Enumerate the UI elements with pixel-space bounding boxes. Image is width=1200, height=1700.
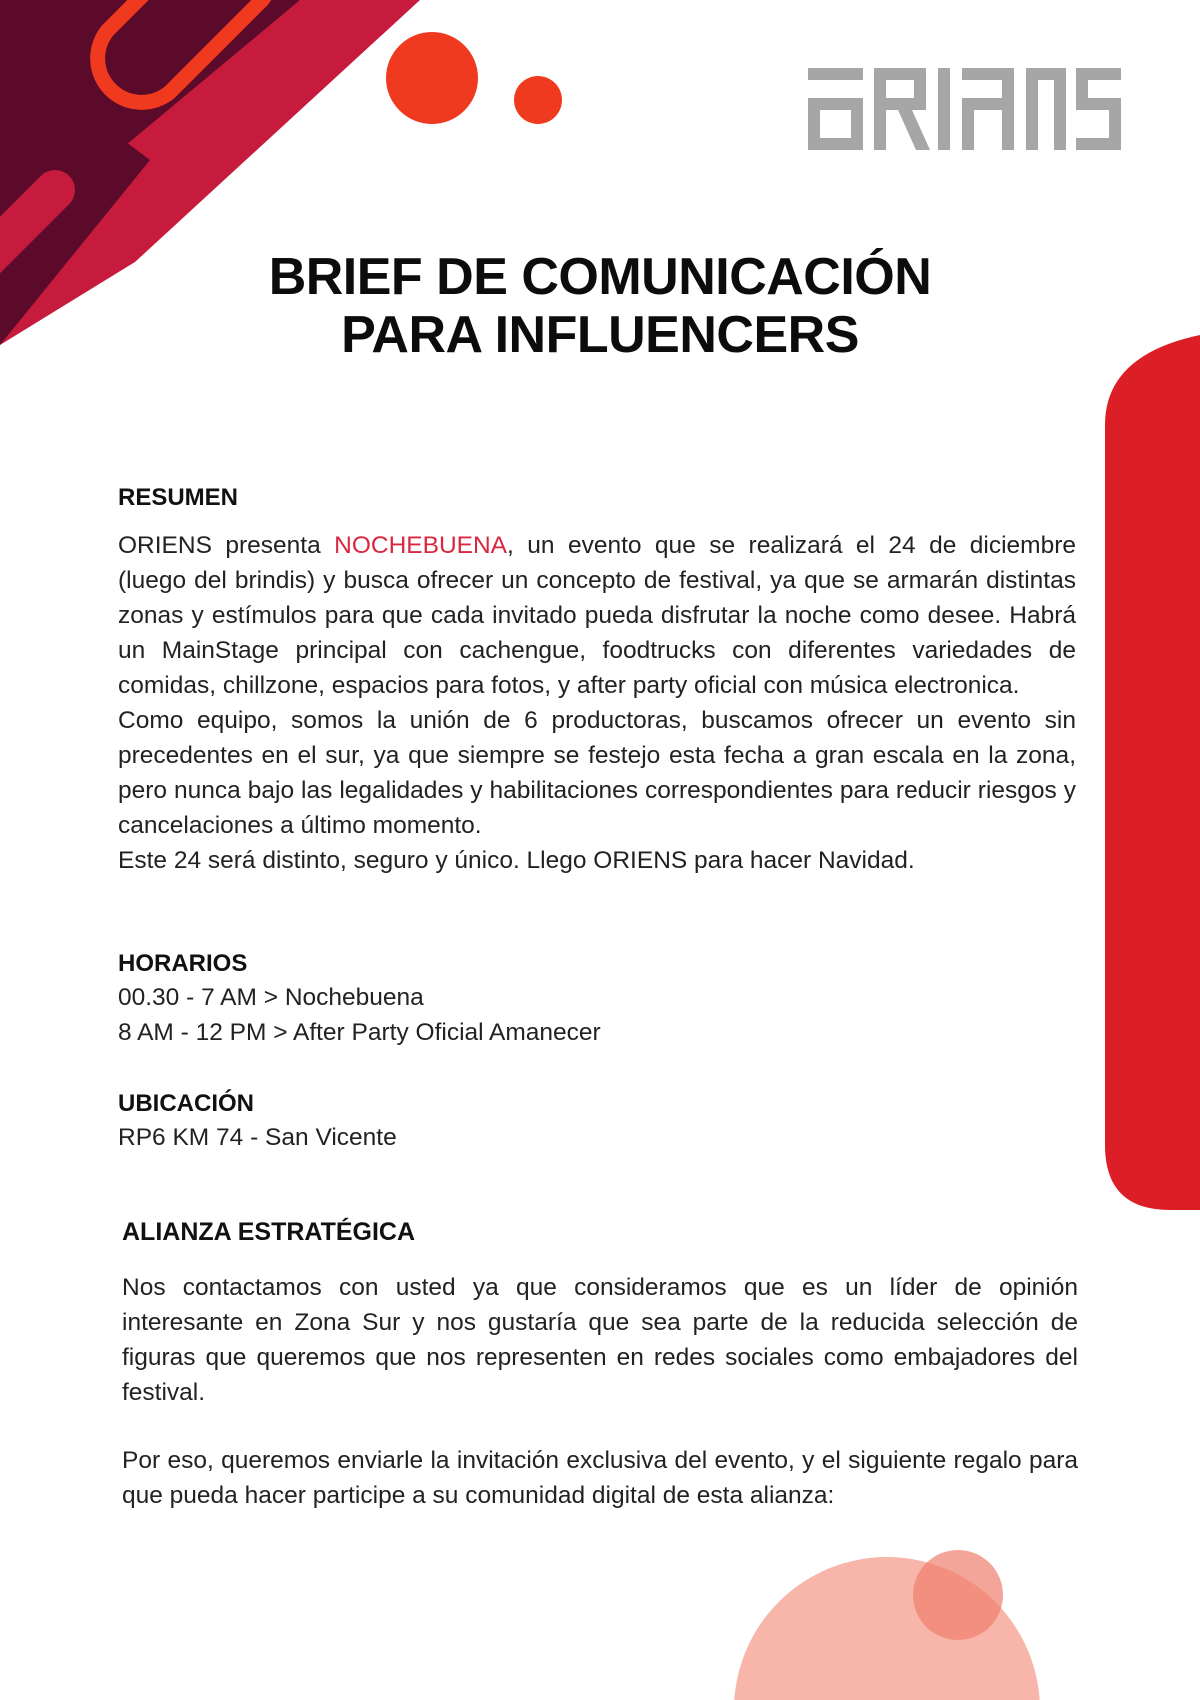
horarios-heading: HORARIOS — [118, 950, 248, 977]
horario-item: 00.30 - 7 AM > Nochebuena — [118, 984, 424, 1011]
resumen-paragraph-2: Como equipo, somos la unión de 6 productoras, buscamos ofrecer un evento sin precedentes en el sur, ya que siempre se festejo esta fecha a gran escala en la zona, pero nunca bajo las legalidades y habilitaciones correspondientes para reducir riesgos y cancelaciones a último momento. — [118, 707, 1076, 839]
resumen-paragraph-3: Este 24 será distinto, seguro y único. Llego ORIENS para hacer Navidad. — [118, 847, 915, 874]
title-line-2: PARA INFLUENCERS — [341, 306, 859, 364]
ubicacion-address: RP6 KM 74 - San Vicente — [118, 1124, 397, 1151]
peach-circle-small — [913, 1550, 1003, 1640]
title-line-1: BRIEF DE COMUNICACIÓN — [268, 248, 932, 306]
orange-circle-large — [386, 32, 478, 124]
resumen-p1-prefix: ORIENS presenta — [118, 532, 335, 559]
resumen-body — [118, 528, 1076, 878]
resumen-heading: RESUMEN — [118, 484, 239, 511]
horario-item: 8 AM - 12 PM > After Party Oficial Amanecer — [118, 1019, 601, 1046]
page-title — [0, 248, 1200, 364]
resumen-p1-suffix: , un evento que se realizará el 24 de diciembre (luego del brindis) y busca ofrecer un concepto de festival, ya que se armarán distintas zonas y estímulos para que cada invitado pueda disfrutar la noche como desee. Habrá un MainStage principal con cachengue, foodtrucks con diferentes variedades de comidas, chillzone, espacios para fotos, y after party oficial con música electronica. — [118, 532, 1076, 699]
alianza-paragraph-2: Por eso, queremos enviarle la invitación exclusiva del evento, y el siguiente regalo para que pueda hacer participe a su comunidad digital de esta alianza: — [122, 1447, 1078, 1509]
event-name-highlight: NOCHEBUENA — [334, 532, 508, 559]
right-red-bar — [1105, 335, 1200, 1210]
oriens-logo-graphic — [800, 58, 1130, 178]
resumen-paragraph-1 — [118, 528, 1076, 703]
orange-circle-small — [514, 76, 562, 124]
alianza-heading: ALIANZA ESTRATÉGICA — [122, 1218, 416, 1246]
ubicacion-heading: UBICACIÓN — [118, 1090, 254, 1117]
oriens-logo — [800, 58, 1130, 178]
alianza-paragraph-1: Nos contactamos con usted ya que consideramos que es un líder de opinión interesante en Zona Sur y nos gustaría que sea parte de la reducida selección de figuras que queremos que nos representen en redes sociales como embajadores del festival. — [122, 1274, 1078, 1406]
horarios-list — [118, 980, 1076, 1050]
